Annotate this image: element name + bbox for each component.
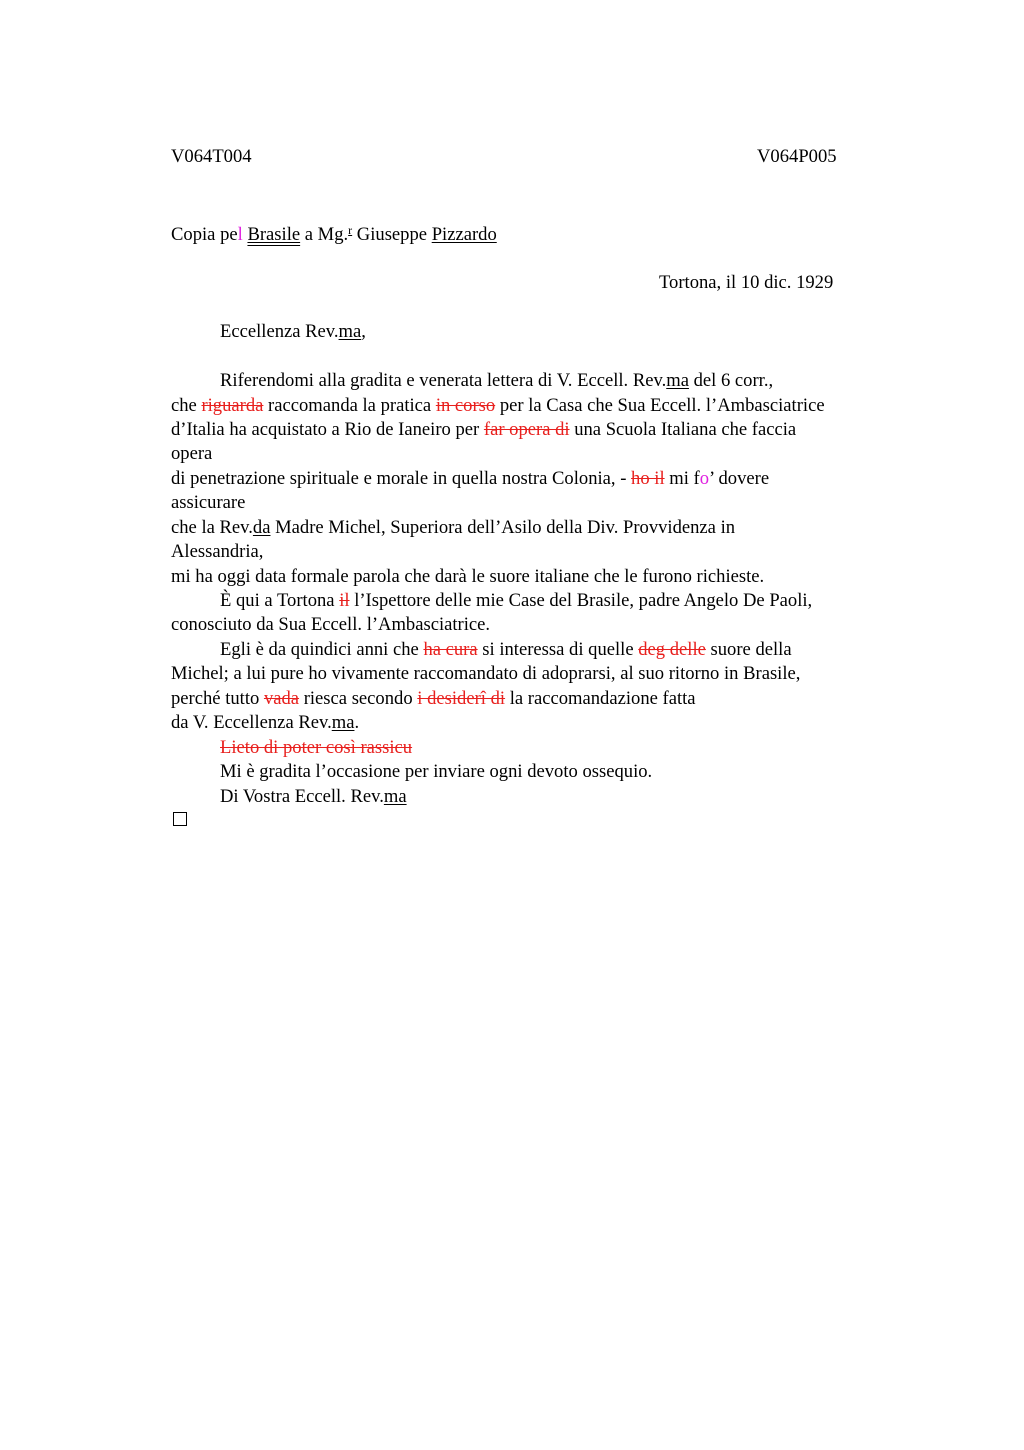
text: Riferendomi alla gradita e venerata lettera di V. Eccell. Rev. — [220, 370, 667, 391]
checkbox-glyph-icon — [173, 812, 187, 826]
body-line — [220, 589, 812, 613]
text: l’Ispettore delle mie Case del Brasile, padre Angelo De Paoli, — [349, 590, 813, 611]
text: del 6 corr., — [688, 370, 774, 391]
title-text: Giuseppe — [352, 224, 432, 245]
body-line: Michel; a lui pure ho vivamente raccomandato di adoprarsi, al suo ritorno in Brasile, — [171, 663, 801, 684]
salutation-text: Eccellenza Rev. — [220, 321, 339, 342]
insertion: l — [237, 224, 243, 245]
body-line — [220, 369, 773, 393]
body-line: Mi è gradita l’occasione per inviare ogni devoto ossequio. — [220, 761, 653, 782]
deletion: i desiderî di — [417, 688, 506, 709]
abbr-da: da — [252, 517, 271, 538]
deletion: Lieto di poter così rassicu — [220, 737, 413, 758]
body-line: opera — [171, 443, 213, 464]
body-line — [171, 687, 696, 711]
deletion: deg delle — [638, 639, 706, 660]
text: perché tutto — [171, 688, 264, 709]
insertion: o — [699, 468, 710, 489]
date-line: Tortona, il 10 dic. 1929 — [659, 272, 834, 293]
deletion: far opera di — [483, 419, 570, 440]
body-line — [220, 638, 792, 662]
body-line — [171, 711, 359, 735]
comma: , — [361, 321, 366, 342]
text: È qui a Tortona — [220, 590, 340, 611]
body-line: assicurare — [171, 492, 246, 513]
text: la raccomandazione fatta — [505, 688, 696, 709]
deletion: vada — [263, 688, 300, 709]
text: che — [171, 395, 202, 416]
text: Madre Michel, Superiora dell’Asilo della Div. Provvidenza in — [270, 517, 736, 538]
deletion: riguarda — [201, 395, 264, 416]
pizzardo: Pizzardo — [431, 224, 497, 245]
text: da V. Eccellenza Rev. — [171, 712, 332, 733]
deletion: il — [339, 590, 350, 611]
document-title — [171, 223, 497, 246]
text: suore della — [705, 639, 792, 660]
abbr-ma: ma — [338, 321, 362, 342]
text: mi f — [664, 468, 700, 489]
title-text: a Mg. — [300, 224, 349, 245]
text: una Scuola Italiana che faccia — [569, 419, 797, 440]
abbr-ma: ma — [666, 370, 689, 391]
salutation — [220, 321, 366, 343]
text: per la Casa che Sua Eccell. l’Ambasciatrice — [495, 395, 825, 416]
text: si interessa di quelle — [477, 639, 639, 660]
text: d’Italia ha acquistato a Rio de Ianeiro per — [171, 419, 484, 440]
brasile: Brasile — [247, 224, 301, 245]
abbr-ma: ma — [383, 786, 407, 807]
closing-line — [220, 785, 407, 809]
text: riesca secondo — [299, 688, 418, 709]
document-code-right: V064P005 — [757, 146, 837, 167]
body-line — [171, 394, 825, 418]
text: . — [354, 712, 360, 733]
abbr-ma: ma — [331, 712, 355, 733]
body-line: conosciuto da Sua Eccell. l’Ambasciatrice. — [171, 614, 491, 635]
body-line — [220, 736, 412, 760]
title-text: Copia pe — [171, 224, 238, 245]
deletion: in corso — [435, 395, 496, 416]
text: raccomanda la pratica — [263, 395, 436, 416]
deletion: ho il — [631, 468, 665, 489]
body-line: Alessandria, — [171, 541, 264, 562]
text: Egli è da quindici anni che — [220, 639, 424, 660]
text: di penetrazione spirituale e morale in quella nostra Colonia, - — [171, 468, 632, 489]
body-line: mi ha oggi data formale parola che darà le suore italiane che le furono richieste. — [171, 566, 765, 587]
text: Di Vostra Eccell. Rev. — [220, 786, 384, 807]
text: ’ dovere — [709, 468, 770, 489]
document-code-left: V064T004 — [171, 146, 252, 167]
body-line — [171, 467, 769, 491]
superscript: r — [348, 223, 353, 237]
deletion: ha cura — [423, 639, 478, 660]
text: che la Rev. — [171, 517, 253, 538]
body-line — [171, 516, 735, 540]
body-line — [171, 418, 796, 442]
